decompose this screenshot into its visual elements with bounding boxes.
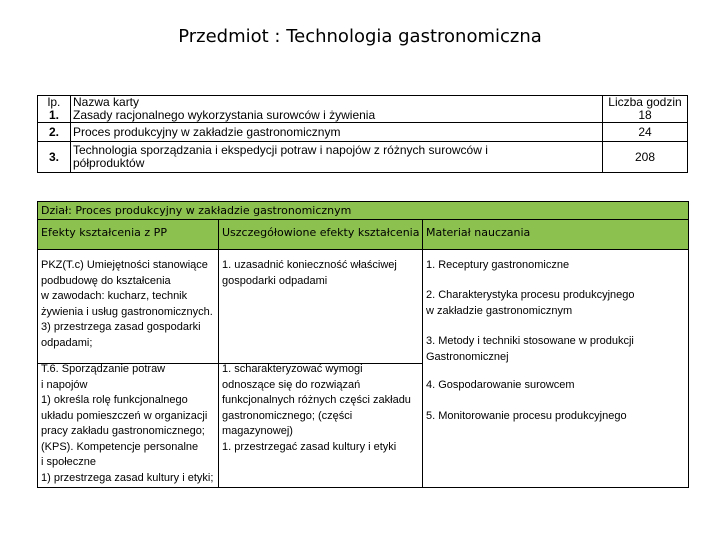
row-no: 1. — [38, 109, 71, 123]
row-name-line: półproduktów — [73, 156, 145, 170]
text-line: gastronomicznego; (części — [222, 409, 353, 422]
column-header-material: Materiał nauczania — [422, 220, 688, 249]
section-title: Dział: Proces produkcyjny w zakładzie gastronomicznym — [38, 202, 688, 220]
text-line: i napojów — [41, 378, 88, 391]
text-line: w zawodach: kucharz, technik — [41, 290, 188, 302]
row-hours: 18 — [603, 109, 688, 123]
header-hours: Liczba godzin — [603, 96, 688, 110]
material-item-4: 4. Gospodarowanie surowcem — [426, 379, 575, 391]
text-line: 3. Metody i techniki stosowane w produkcji — [426, 335, 634, 347]
text-line: (KPS). Kompetencje personalne — [41, 440, 199, 453]
effects-block-2 — [41, 362, 217, 486]
row-hours: 24 — [603, 123, 688, 142]
material-item-1: 1. Receptury gastronomiczne — [426, 259, 570, 271]
column-header-effects: Efekty kształcenia z PP — [38, 220, 218, 249]
table-row — [38, 142, 688, 173]
text-line: pracy zakładu gastronomicznego; — [41, 425, 205, 437]
text-line: podbudowę do kształcenia — [41, 274, 171, 287]
page-title: Przedmiot : Technologia gastronomiczna — [178, 26, 542, 47]
text-line: gospodarki odpadami — [222, 274, 328, 287]
column-divider — [218, 249, 219, 487]
text-line: odnoszące się do rozwiązań — [222, 378, 361, 391]
row-hours: 208 — [603, 142, 688, 173]
table-row — [38, 109, 688, 123]
text-line: odpadami; — [41, 336, 93, 349]
text-line: 1. uzasadnić konieczność właściwej — [222, 259, 397, 271]
row-no: 2. — [38, 123, 71, 142]
material-item-3 — [426, 334, 686, 365]
row-name: Zasady racjonalnego wykorzystania surowców i żywienia — [71, 109, 603, 123]
row-name — [71, 142, 603, 173]
table-header-row — [38, 96, 688, 110]
row-name: Proces produkcyjny w zakładzie gastronomicznym — [71, 123, 603, 142]
header-divider — [38, 249, 688, 250]
text-line: 3) przestrzega zasad gospodarki — [41, 321, 201, 333]
detailed-effects-block-1 — [222, 258, 420, 289]
material-item-5: 5. Monitorowanie procesu produkcyjnego — [426, 410, 627, 422]
text-line: żywienia i usług gastronomicznych. — [41, 305, 213, 318]
text-line: magazynowej) — [222, 425, 293, 437]
text-line: 1) przestrzega zasad kultury i etyki; — [41, 471, 214, 484]
header-no: lp. — [38, 96, 71, 110]
text-line: funkcjonalnych różnych części zakładu — [222, 394, 411, 406]
table-row — [38, 123, 688, 142]
column-divider — [422, 249, 423, 487]
text-line: 2. Charakterystyka procesu produkcyjnego — [426, 289, 635, 301]
text-line: w zakładzie gastronomicznym — [426, 304, 573, 317]
text-line: 1) określa rolę funkcjonalnego — [41, 394, 188, 406]
header-name: Nazwa karty — [71, 96, 603, 110]
row-name-line: Technologia sporządzania i ekspedycji potraw i napojów z różnych surowców i — [73, 143, 488, 157]
detailed-effects-block-2 — [222, 362, 420, 455]
text-line: 1. przestrzegać zasad kultury i etyki — [222, 440, 397, 453]
text-line: Gastronomicznej — [426, 350, 509, 363]
section-grid — [37, 201, 689, 488]
text-line: PKZ(T.c) Umiejętności stanowiące — [41, 259, 208, 271]
text-line: i społeczne — [41, 456, 97, 468]
text-line: układu pomieszczeń w organizacji — [41, 409, 208, 422]
material-item-2 — [426, 288, 686, 319]
text-line: 1. scharakteryzować wymogi — [222, 363, 363, 375]
text-line: T.6. Sporządzanie potraw — [41, 363, 166, 375]
column-header-detailed-effects: Uszczegółowione efekty kształcenia — [218, 220, 422, 249]
cards-table — [37, 95, 688, 173]
effects-block-1 — [41, 258, 217, 351]
row-no: 3. — [38, 142, 71, 173]
